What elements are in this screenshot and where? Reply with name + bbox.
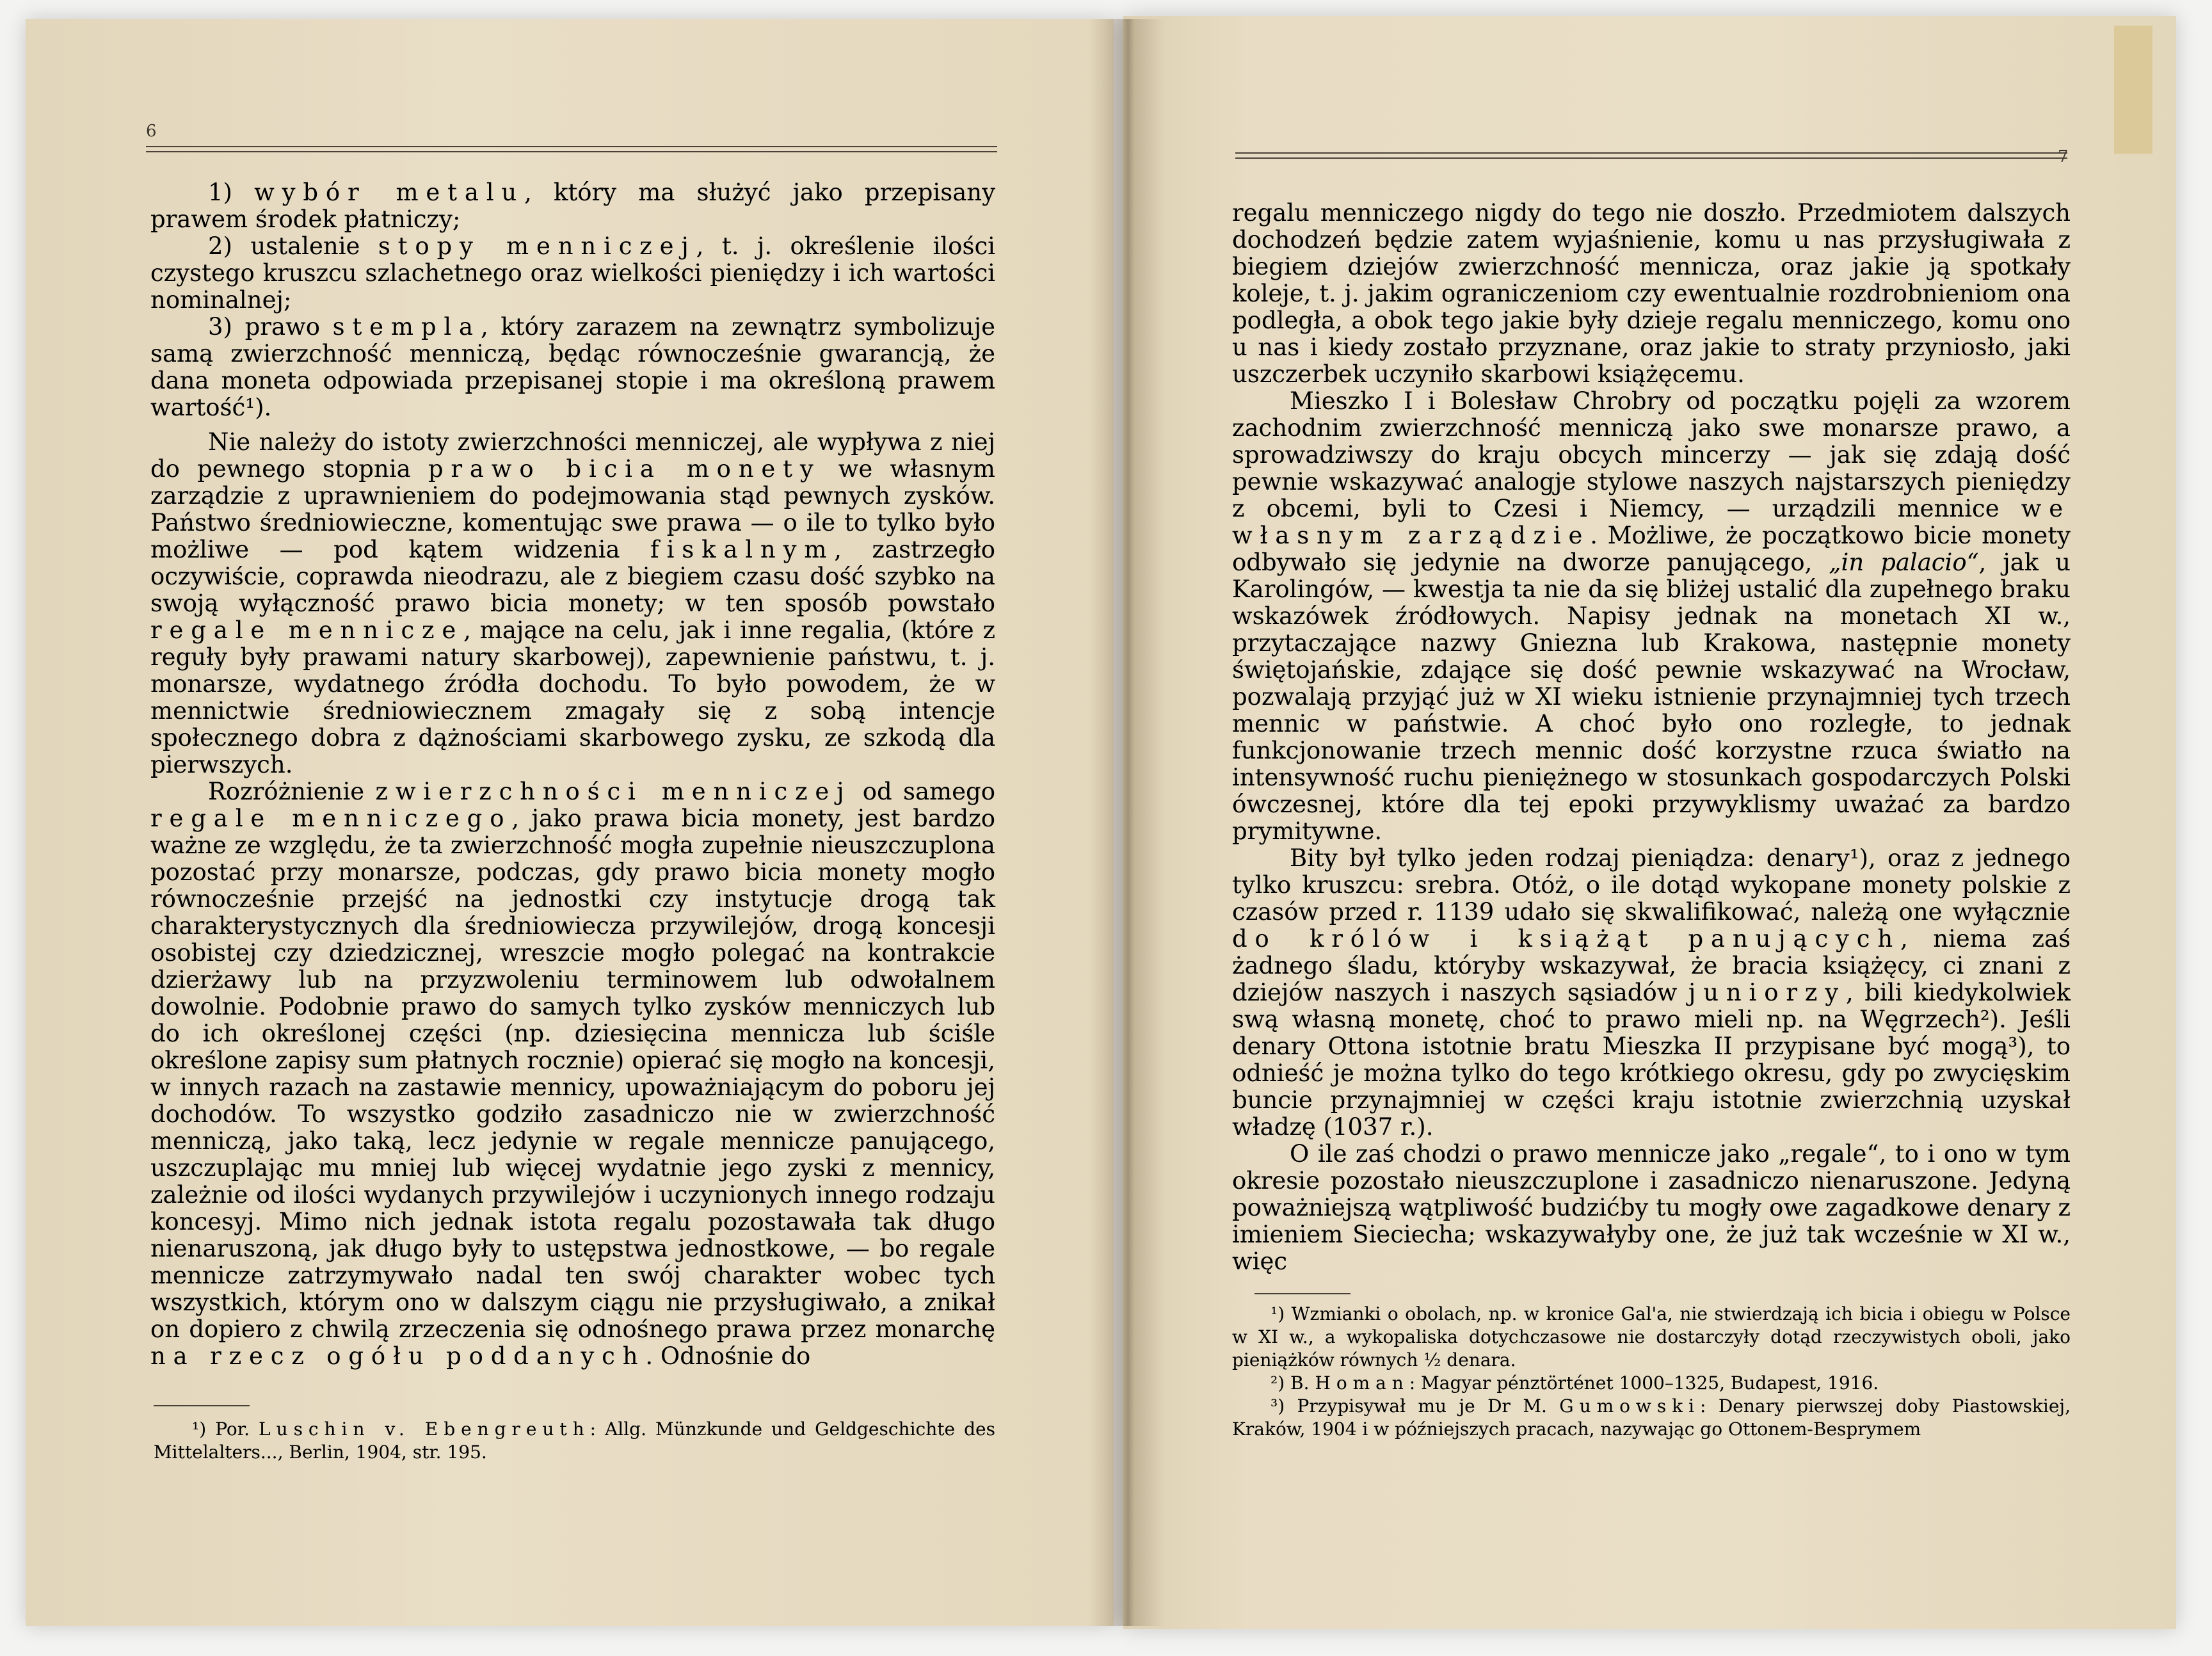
footnote: ¹) Por. Luschin v. Ebengreuth: Allg. Münzkunde und Geldgeschichte des Mittelalters..., Berlin, 1904, str. 195.: [154, 1419, 995, 1463]
page-number-left: 6: [146, 122, 157, 141]
paragraph: regalu menniczego nigdy do tego nie doszło. Przedmiotem dalszych dochodzeń będzie zatem wyjaśnienie, komu u nas przysługiwała z biegiem dziejów zwierzchność mennicza, oraz jakie ją spotkały koleje, t. j. jakim ograniczeniom czy ewentualnie rozdrobnieniom ona podległa, a obok tego jakie były dzieje regalu menniczego, komu ono u nas i kiedy zostało przyznane, oraz jakie to straty przyniosło, jaki uszczerbek uczyniło skarbowi książęcemu.: [1232, 199, 2071, 388]
footnote-separator-right: [1254, 1293, 1350, 1294]
paragraph: Mieszko I i Bolesław Chrobry od początku pojęli za wzorem zachodnim zwierzchność menniczą jako swe monarsze prawo, a sprowadziwszy do kraju obcych mincerzy — jak się zdają dość pewnie wskazywać analogje stylowe naszych najstarszych pieniędzy z obcemi, byli to Czesi i Niemcy, — urządzili mennice we własnym zarządzie. Możliwe, że początkowo bicie monety odbywało się jedynie na dworze panującego, „in palacio“, jak u Karolingów, — kwestja ta nie da się bliżej ustalić dla zupełnego braku wskazówek źródłowych. Napisy jednak na monetach XI w., przytaczające nazwy Gniezna lub Krakowa, następnie monety świętojańskie, zdające się dość pewnie wskazywać na Wrocław, pozwalają przyjąć już w XI wieku istnienie przynajmniej tych trzech mennic w państwie. A choć było ono rozległe, to jednak funkcjonowanie trzech mennic dość korzystne rzuca światło na intensywność ruchu pieniężnego w stosunkach gospodarczych Polski ówczesnej, które dla tej epoki przywyklismy uważać za bardzo prymitywne.: [1232, 387, 2071, 845]
right-body: [1232, 200, 2071, 1275]
paragraph: O ile zaś chodzi o prawo mennicze jako „regale“, to i ono w tym okresie pozostało nieuszczuplone i zasadniczo nienaruszone. Jedyną poważniejszą wątpliwość budzićby tu mogły owe zagadkowe denary z imieniem Sieciecha; wskazywałyby one, że już tak wcześnie w XI w., więc: [1232, 1140, 2071, 1275]
footnotes-right: [1232, 1303, 2071, 1441]
paragraph: Nie należy do istoty zwierzchności menniczej, ale wypływa z niej do pewnego stopnia prawo bicia monety we własnym zarządzie z uprawnieniem do podejmowania stąd pewnych zysków. Państwo średniowieczne, komentując swe prawa — o ile to tylko było możliwe — pod kątem widzenia fiskalnym, zastrzegło oczywiście, coprawda nieodrazu, ale z biegiem czasu dość szybko na swoją wyłączność prawo bicia monety; w ten sposób powstało regale mennicze, mające na celu, jak i inne regalia, (które z reguły były prawami natury skarbowej), zapewnienie państwu, t. j. monarsze, wydatnego źródła dochodu. To było powodem, że w mennictwie średniowiecznem zmagały się z sobą intencje społecznego dobra z dążnościami skarbowego zysku, ze szkodą dla pierwszych.: [150, 428, 996, 778]
list-item: 2) ustalenie stopy menniczej, t. j. określenie ilości czystego kruszcu szlachetnego oraz wielkości pieniędzy i ich wartości nominalnej;: [150, 232, 995, 314]
page-number-right: 7: [2058, 147, 2069, 166]
header-rule-left: [146, 146, 997, 152]
book-gutter: [1088, 19, 1165, 1626]
paragraph: Bity był tylko jeden rodzaj pieniądza: denary¹), oraz z jednego tylko kruszcu: srebra. Otóż, o ile dotąd wykopane monety polskie z czasów przed r. 1139 udało się skwalifikować, należą one wyłącznie do królów i książąt panujących, niema zaś żadnego śladu, któryby wskazywał, że bracia książęcy, ci znani z dziejów naszych i naszych sąsiadów juniorzy, bili kiedykolwiek swą własną monetę, choć to prawo mieli np. na Węgrzech²). Jeśli denary Ottona istotnie bratu Mieszka II przypisane być mogą³), to odnieść je można tylko do tego krótkiego okresu, gdy po zwycięskim buncie przynajmniej w części kraju istotnie zwierzchnią uzyskał władzę (1037 r.).: [1232, 844, 2071, 1141]
footnote: ³) Przypisywał mu je Dr M. Gumowski: Denary pierwszej doby Piastowskiej, Kraków, 1904 i w późniejszych pracach, nazywając go Ottonem-Besprymem: [1232, 1395, 2071, 1440]
list-item: 3) prawo stempla, który zarazem na zewnątrz symbolizuje samą zwierzchność menniczą, będąc równocześnie gwarancją, że dana moneta odpowiada przepisanej stopie i ma określoną prawem wartość¹).: [150, 313, 995, 421]
left-body: [150, 179, 995, 1370]
footnote: ¹) Wzmianki o obolach, np. w kronice Gal'a, nie stwierdzają ich bicia i obiegu w Polsce w XI w., a wykopaliska dotychczasowe nie dostarczyły dotąd rzeczywistych oboli, jako pieniążków równych ½ denara.: [1232, 1303, 2071, 1371]
paragraph: Rozróżnienie zwierzchności menniczej od samego regale menniczego, jako prawa bicia monety, jest bardzo ważne ze względu, że ta zwierzchność mogła zupełnie nieuszczuplona pozostać przy monarsze, podczas, gdy prawo bicia monety mogło równocześnie przejść na jednostki czy instytucje drogą tak charakterystycznych dla średniowiecza przywilejów, drogą koncesji osobistej czy dziedzicznej, wreszcie mogło polegać na kontrakcie dzierżawy lub na przyzwoleniu terminowem lub odwołalnem dowolnie. Podobnie prawo do samych tylko zysków menniczych lub do ich określonej części (np. dziesięcina mennicza lub ściśle określone zapisy sum płatnych rocznie) opierać się mogło na koncesji, w innych razach na zastawie mennicy, upoważniającym do poboru jej dochodów. To wszystko godziło zasadniczo nie w zwierzchność menniczą, jako taką, lecz jedynie w regale mennicze panującego, uszczuplając mu mniej lub więcej wydatnie jego zyski z mennicy, zależnie od ilości wydanych przywilejów i uczynionych innego rodzaju koncesyj. Mimo nich jednak istota regalu pozostawała tak długo nienaruszoną, jak długo były to ustępstwa jednostkowe, — bo regale mennicze zatrzymywało nadal ten swój charakter wobec tych wszystkich, którym ono w dalszym ciągu nie przysługiwało, a znikał on dopiero z chwilą zrzeczenia się odnośnego prawa przez monarchę na rzecz ogółu poddanych. Odnośnie do: [150, 778, 995, 1370]
footnote: ²) B. Homan: Magyar pénztörténet 1000–1325, Budapest, 1916.: [1270, 1372, 1879, 1394]
header-rule-right: [1235, 152, 2067, 159]
footnote-separator-left: [154, 1405, 250, 1406]
list-item: 1) wybór metalu, który ma służyć jako przepisany prawem środek płatniczy;: [150, 179, 995, 233]
footnotes-left: [154, 1418, 995, 1464]
paper-tab: [2114, 26, 2152, 154]
